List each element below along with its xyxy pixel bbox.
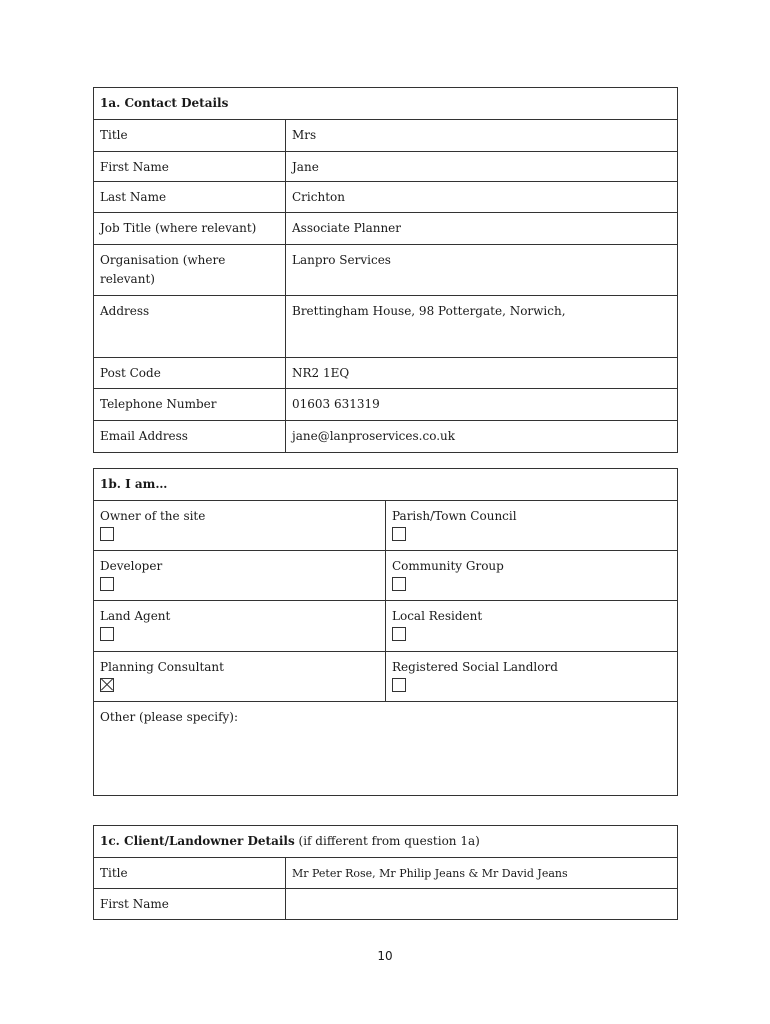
other-specify-field[interactable]: [94, 702, 678, 796]
field-label-title: Title: [94, 120, 286, 152]
field-value-job-title[interactable]: Associate Planner: [286, 213, 678, 245]
checkbox-developer[interactable]: [100, 577, 114, 591]
checkbox-planning-consultant[interactable]: [100, 678, 114, 692]
option-label: Land Agent: [100, 609, 171, 623]
contact-details-heading: 1a. Contact Details: [94, 88, 678, 120]
client-value-title[interactable]: Mr Peter Rose, Mr Philip Jeans & Mr David Jeans: [286, 858, 678, 889]
option-local-resident: [386, 601, 678, 652]
option-planning-consultant: [94, 652, 386, 702]
option-owner-of-site: [94, 501, 386, 551]
checkbox-registered-social-landlord[interactable]: [392, 678, 406, 692]
option-label: Community Group: [392, 559, 504, 573]
client-details-table: [93, 825, 678, 920]
client-label-title: Title: [94, 858, 286, 889]
field-label-email: Email Address: [94, 421, 286, 453]
other-specify-label: Other (please specify):: [100, 710, 239, 724]
field-label-post-code: Post Code: [94, 358, 286, 389]
respondent-type-table: [93, 468, 678, 796]
field-value-last-name[interactable]: Crichton: [286, 182, 678, 213]
option-registered-social-landlord: [386, 652, 678, 702]
field-value-telephone[interactable]: 01603 631319: [286, 389, 678, 421]
respondent-type-heading: 1b. I am…: [94, 469, 678, 501]
checkbox-local-resident[interactable]: [392, 627, 406, 641]
option-label: Local Resident: [392, 609, 483, 623]
option-label: Planning Consultant: [100, 660, 224, 674]
option-land-agent: [94, 601, 386, 652]
option-developer: [94, 551, 386, 601]
option-community-group: [386, 551, 678, 601]
client-details-heading: [94, 826, 678, 858]
client-heading-note: (if different from question 1a): [294, 834, 480, 848]
checkbox-parish-town-council[interactable]: [392, 527, 406, 541]
field-label-address: Address: [94, 296, 286, 358]
page-number: 10: [377, 949, 393, 963]
checkbox-community-group[interactable]: [392, 577, 406, 591]
checkbox-land-agent[interactable]: [100, 627, 114, 641]
client-value-first-name[interactable]: [286, 889, 678, 920]
field-value-email[interactable]: jane@lanproservices.co.uk: [286, 421, 678, 453]
client-heading-text: 1c. Client/Landowner Details: [100, 834, 295, 848]
option-parish-town-council: [386, 501, 678, 551]
field-value-first-name[interactable]: Jane: [286, 152, 678, 182]
option-label: Owner of the site: [100, 509, 206, 523]
field-label-organisation: Organisation (where relevant): [94, 245, 286, 296]
field-label-first-name: First Name: [94, 152, 286, 182]
option-label: Developer: [100, 559, 163, 573]
field-value-organisation[interactable]: Lanpro Services: [286, 245, 678, 296]
option-label: Parish/Town Council: [392, 509, 517, 523]
field-label-telephone: Telephone Number: [94, 389, 286, 421]
checkbox-owner-of-site[interactable]: [100, 527, 114, 541]
field-value-address[interactable]: Brettingham House, 98 Pottergate, Norwich,: [286, 296, 678, 358]
field-label-last-name: Last Name: [94, 182, 286, 213]
contact-details-table: [93, 87, 678, 453]
field-label-job-title: Job Title (where relevant): [94, 213, 286, 245]
option-label: Registered Social Landlord: [392, 660, 558, 674]
client-label-first-name: First Name: [94, 889, 286, 920]
field-value-title[interactable]: Mrs: [286, 120, 678, 152]
field-value-post-code[interactable]: NR2 1EQ: [286, 358, 678, 389]
